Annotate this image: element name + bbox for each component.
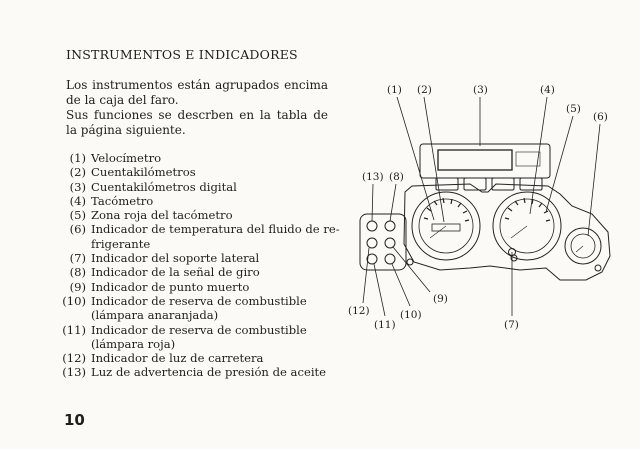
legend-number — [62, 337, 91, 351]
intro-paragraph-2: Sus funciones se descrben en la tabla de la página siguiente. — [66, 108, 328, 137]
callout-1: (1) — [387, 84, 402, 96]
legend-number: (3) — [69, 179, 86, 194]
legend-number: (2) — [69, 165, 86, 180]
legend-item — [62, 323, 352, 337]
legend-text: (lámpara roja) — [91, 336, 176, 351]
legend-text: Indicador de la señal de giro — [91, 265, 260, 280]
legend-item — [62, 308, 352, 322]
legend-item — [62, 165, 352, 179]
temperature-needle — [576, 246, 583, 252]
callout-8: (8) — [389, 171, 404, 183]
legend-text: (lámpara anaranjada) — [91, 308, 219, 323]
callout-6: (6) — [593, 111, 608, 123]
legend-number: (11) — [62, 322, 86, 337]
callout-13: (13) — [362, 171, 384, 183]
intro-text — [66, 78, 328, 138]
callout-11: (11) — [374, 319, 396, 331]
odometer-button-1 — [436, 178, 458, 190]
digital-odometer-screen — [438, 150, 512, 170]
legend-number: (9) — [69, 279, 86, 294]
legend-number: (1) — [69, 151, 86, 165]
legend-text: Indicador de reserva de combustible — [91, 322, 307, 337]
instrument-panel-diagram — [340, 70, 640, 340]
legend-number: (7) — [69, 251, 86, 266]
legend-number: (5) — [69, 208, 86, 223]
legend-text: Indicador de punto muerto — [91, 279, 250, 294]
neutral-light — [385, 238, 395, 248]
legend-text: Velocímetro — [91, 151, 162, 165]
legend-item — [62, 365, 352, 379]
high-beam-light — [367, 238, 377, 248]
callout-9: (9) — [433, 293, 448, 305]
legend-number: (6) — [69, 222, 86, 237]
legend-number: (4) — [69, 193, 86, 208]
legend-item — [62, 194, 352, 208]
oil-pressure-light — [367, 221, 377, 231]
legend-number: (8) — [69, 265, 86, 280]
legend-number: (12) — [62, 351, 86, 366]
tachometer-needle — [511, 226, 527, 238]
odometer-button-4 — [520, 178, 542, 190]
mounting-screw — [407, 259, 413, 265]
legend-text: Cuentakilómetros digital — [91, 179, 237, 194]
legend-item — [62, 251, 352, 265]
turn-signal-light — [385, 221, 395, 231]
legend-item — [62, 351, 352, 365]
odometer-window — [432, 224, 460, 231]
legend-number: (13) — [62, 365, 86, 380]
intro-paragraph-1: Los instrumentos están agrupados encima de la caja del faro. — [66, 78, 328, 107]
legend-item — [62, 237, 352, 251]
legend-number: (10) — [62, 293, 86, 308]
legend-item — [62, 337, 352, 351]
fuel-reserve-orange-light — [385, 254, 395, 264]
mounting-screw — [595, 265, 601, 271]
legend-list — [62, 151, 352, 380]
legend-item — [62, 265, 352, 279]
legend-text: Indicador de reserva de combustible — [91, 293, 307, 308]
legend-text: Indicador de luz de carretera — [91, 351, 264, 366]
legend-item — [62, 294, 352, 308]
legend-item — [62, 151, 352, 165]
digital-odometer-housing — [420, 144, 550, 178]
legend-number — [62, 308, 91, 322]
legend-text: Indicador del soporte lateral — [91, 251, 260, 266]
legend-text: Indicador de temperatura del fluido de re- — [91, 222, 340, 237]
callout-7: (7) — [504, 319, 519, 331]
legend-text: Luz de advertencia de presión de aceite — [91, 365, 327, 380]
legend-text: Cuentakilómetros — [91, 165, 196, 180]
legend-text: Zona roja del tacómetro — [91, 208, 233, 223]
legend-number — [62, 237, 91, 251]
legend-item — [62, 180, 352, 194]
callout-3: (3) — [473, 84, 488, 96]
legend-item — [62, 208, 352, 222]
digital-odometer-label — [516, 152, 540, 166]
callout-2: (2) — [417, 84, 432, 96]
legend-text: frigerante — [91, 236, 151, 251]
callout-4: (4) — [540, 84, 555, 96]
callout-5: (5) — [566, 103, 581, 115]
legend-item — [62, 222, 352, 236]
page-number: 10 — [64, 411, 85, 429]
legend-item — [62, 280, 352, 294]
legend-text: Tacómetro — [91, 193, 154, 208]
section-heading: INSTRUMENTOS E INDICADORES — [66, 47, 298, 62]
callout-10: (10) — [400, 309, 422, 321]
callout-12: (12) — [348, 305, 370, 317]
